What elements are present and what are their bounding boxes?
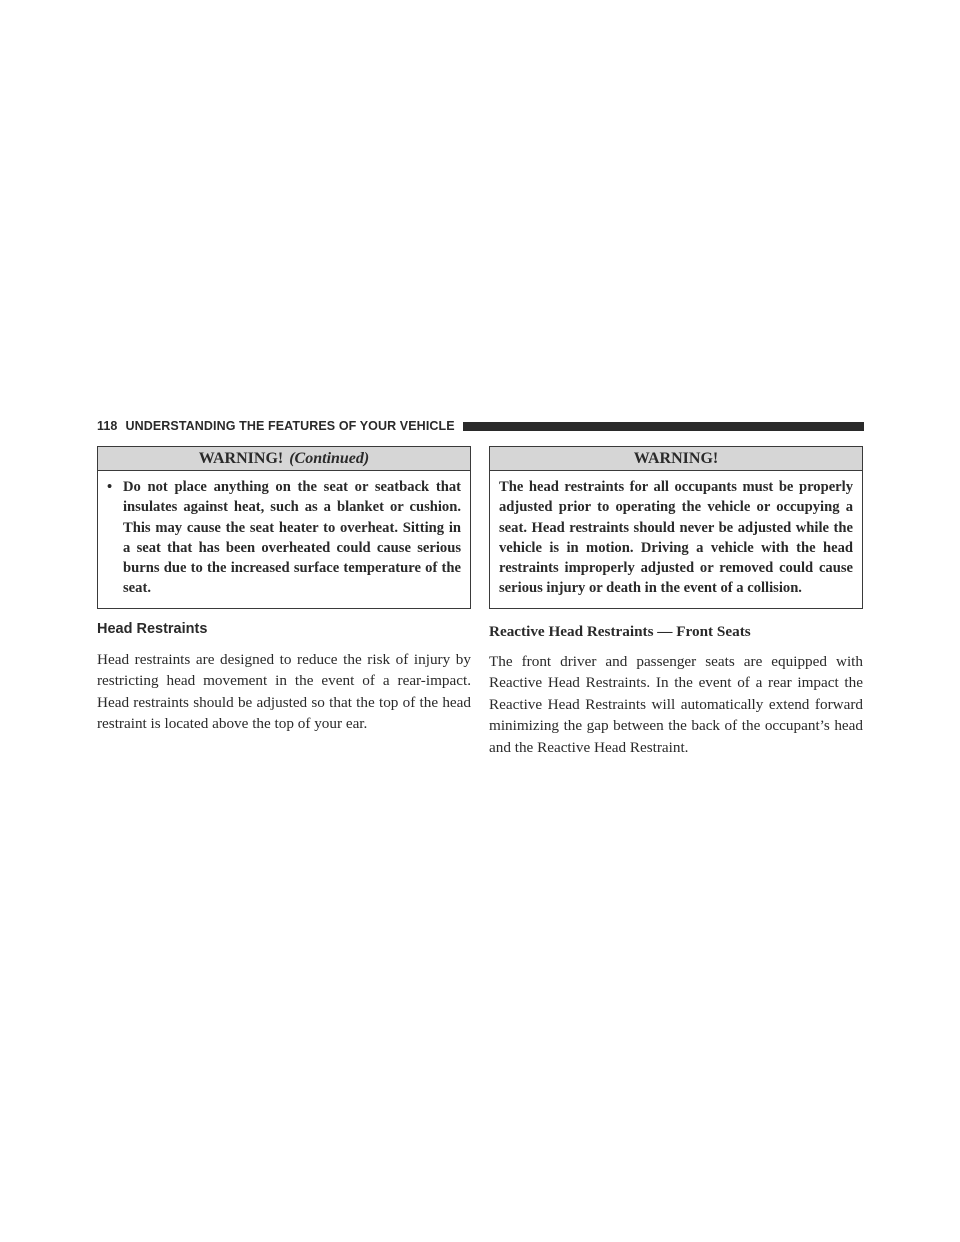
warning-box-continued [97, 446, 471, 609]
warning-body [490, 471, 862, 608]
section-title: UNDERSTANDING THE FEATURES OF YOUR VEHICLE [125, 419, 455, 433]
bullet-icon: • [107, 479, 113, 495]
warning-box [489, 446, 863, 609]
left-column [97, 446, 471, 735]
warning-title: WARNING! [633, 450, 719, 467]
reactive-head-restraints-paragraph: The front driver and passenger seats are equipped with Reactive Head Restraints. In the event of a rear impact the Reactive Head Restraints will automatically extend forward minimizing the gap between the back of the occupant’s head and the Reactive Head Restraint. [489, 652, 863, 756]
warning-title: WARNING! [198, 450, 284, 467]
header-rule-bar [463, 422, 864, 431]
section-heading-head-restraints: Head Restraints [97, 620, 208, 637]
page-number: 118 [97, 419, 118, 433]
subheading-reactive-head-restraints: Reactive Head Restraints — Front Seats [489, 622, 751, 640]
warning-bullet-text: Do not place anything on the seat or seatback that insulates against heat, such as a blanket or cushion. This may cause the seat heater to overheat. Sitting in a seat that has been overheated could cause serious burns due to the increased surface temperature of the seat. [123, 479, 461, 597]
warning-bullet-item [107, 477, 461, 599]
warning-text: The head restraints for all occupants must be properly adjusted prior to operating the vehicle or occupying a seat. Head restraints should never be adjusted while the vehicle is in motion. Driving a vehicle with the head restraints improperly adjusted or removed could cause serious injury or death in the event of a collision. [499, 479, 853, 597]
right-column [489, 446, 863, 758]
warning-continued-label: (Continued) [289, 450, 370, 467]
warning-body [98, 471, 470, 608]
head-restraints-paragraph: Head restraints are designed to reduce the risk of injury by restricting head movement in the event of a rear-impact. Head restraints should be adjusted so that the top of the head restraint is located above the top of your ear. [97, 650, 471, 733]
warning-header [98, 447, 470, 471]
warning-header [490, 447, 862, 471]
running-head [97, 416, 864, 436]
